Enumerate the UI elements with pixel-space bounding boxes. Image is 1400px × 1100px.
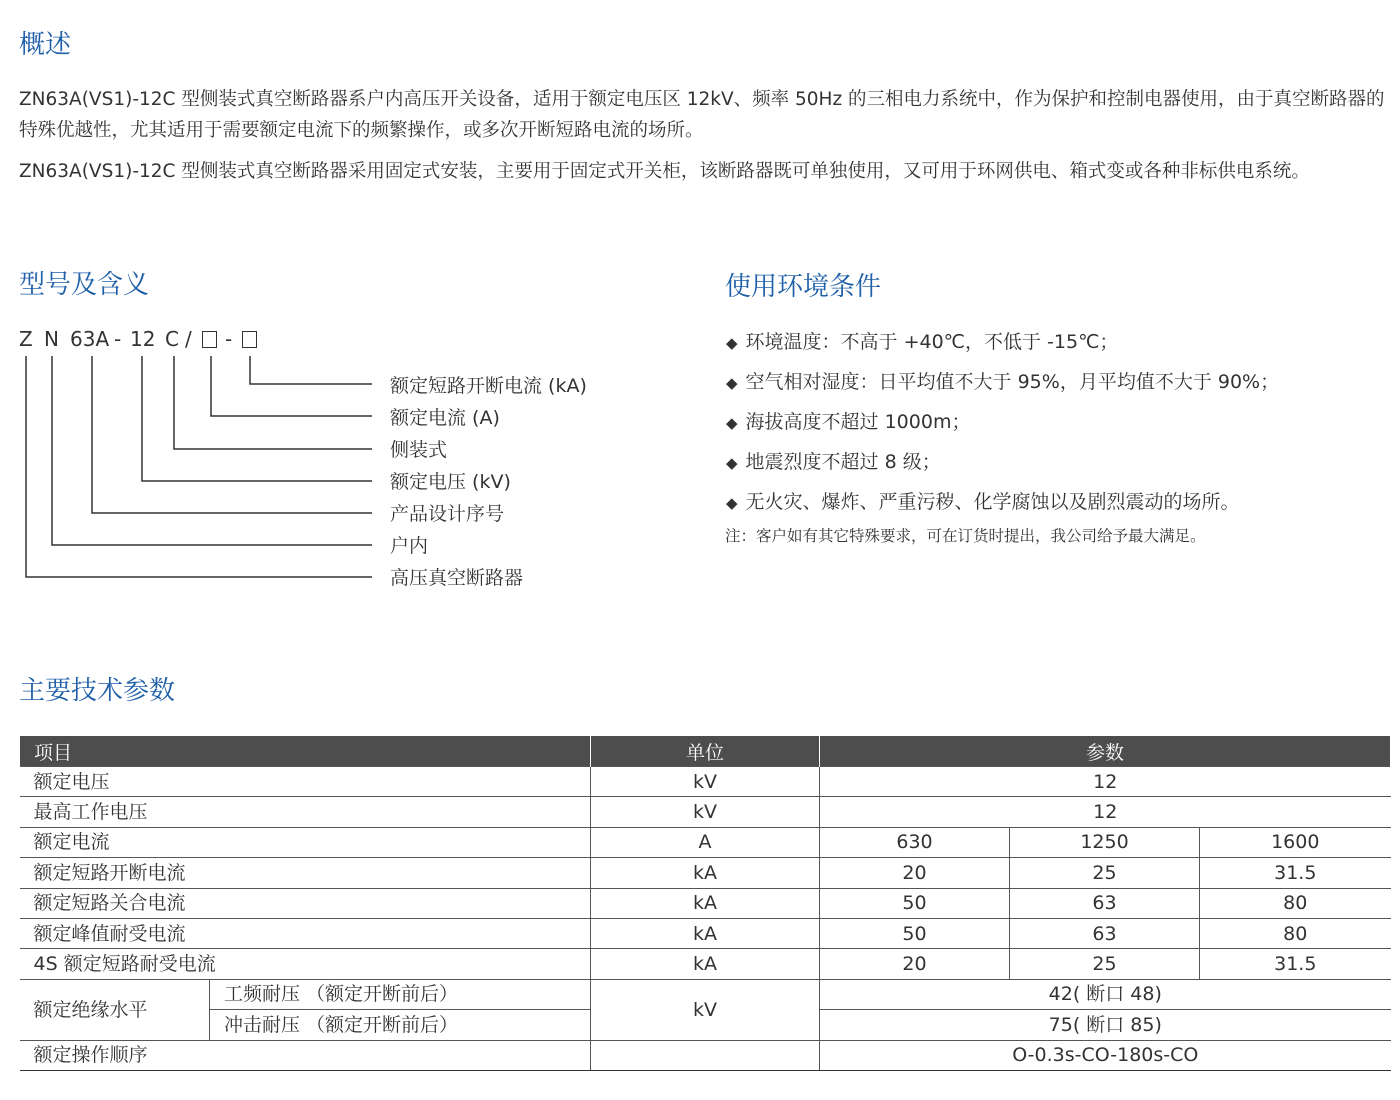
diamond-bullet-icon: ◆ (726, 334, 738, 352)
diamond-bullet-icon: ◆ (726, 374, 738, 392)
row-item: 额定电压 (20, 767, 591, 797)
diamond-bullet-icon: ◆ (726, 494, 738, 512)
model-part-slash: / (185, 327, 192, 351)
row-value: 20 (820, 949, 1010, 979)
row-value: 25 (1010, 858, 1200, 888)
row-unit: kA (591, 858, 820, 888)
model-label-rated-current: 额定电流 (A) (390, 407, 500, 429)
header-params: 参数 (820, 736, 1391, 767)
row-value: 12 (820, 767, 1391, 797)
row-value: 12 (820, 797, 1391, 827)
table-row (20, 1040, 1391, 1070)
row-unit (591, 1040, 820, 1070)
table-row (20, 797, 1391, 827)
table-header-row (20, 736, 1391, 767)
environment-title: 使用环境条件 (725, 272, 882, 302)
table-row (20, 767, 1391, 797)
environment-item: ◆ 无火灾、爆炸、严重污秽、化学腐蚀以及剧烈震动的场所。 (726, 491, 1240, 513)
model-label-breaking-current: 额定短路开断电流 (kA) (390, 375, 587, 397)
table-row (20, 858, 1391, 888)
diamond-bullet-icon: ◆ (726, 414, 738, 432)
model-part-z: Z (19, 327, 33, 351)
environment-item: ◆ 空气相对湿度：日平均值不大于 95%，月平均值不大于 90%； (726, 371, 1280, 393)
row-value: 42( 断口 48) (820, 979, 1391, 1009)
table-row (20, 918, 1391, 948)
model-diagram (0, 320, 700, 620)
row-item: 4S 额定短路耐受电流 (20, 949, 591, 979)
diamond-bullet-icon: ◆ (726, 454, 738, 472)
row-unit: kV (591, 979, 820, 1040)
environment-item: ◆ 环境温度：不高于 +40℃，不低于 -15℃； (726, 331, 1119, 353)
table-row (20, 949, 1391, 979)
row-item: 额定短路关合电流 (20, 888, 591, 918)
row-value: 75( 断口 85) (820, 1010, 1391, 1040)
row-unit: A (591, 827, 820, 857)
overview-paragraph-2: ZN63A(VS1)-12C 型侧装式真空断路器采用固定式安装，主要用于固定式开关柜，该断路器既可单独使用，又可用于环网供电、箱式变或各种非标供电系统。 (19, 161, 1310, 182)
row-value: 63 (1010, 888, 1200, 918)
model-part-series: 63A (70, 327, 110, 351)
row-value: 1250 (1010, 827, 1200, 857)
model-part-dash-2: - (225, 327, 233, 351)
model-label-design-number: 产品设计序号 (390, 503, 505, 525)
row-unit: kA (591, 888, 820, 918)
model-label-side-mounted: 侧装式 (390, 439, 448, 461)
row-value: 80 (1200, 888, 1391, 918)
environment-note: 注：客户如有其它特殊要求，可在订货时提出，我公司给予最大满足。 (725, 527, 1206, 545)
row-item: 额定电流 (20, 827, 591, 857)
row-value: 50 (820, 888, 1010, 918)
row-value: 31.5 (1200, 949, 1391, 979)
row-item: 额定操作顺序 (20, 1040, 591, 1070)
model-part-dash-1: - (114, 327, 122, 351)
model-label-indoor: 户内 (390, 535, 429, 557)
model-part-c: C (165, 327, 179, 351)
row-subitem: 冲击耐压 （额定开断前后） (210, 1010, 591, 1040)
header-unit: 单位 (591, 736, 820, 767)
table-row (20, 827, 1391, 857)
model-part-current-box (202, 327, 217, 351)
model-part-breaking-box (242, 327, 257, 351)
environment-item: ◆ 海拔高度不超过 1000m； (726, 411, 971, 433)
row-value: 63 (1010, 918, 1200, 948)
specs-title: 主要技术参数 (19, 676, 176, 706)
table-row (20, 888, 1391, 918)
header-item: 项目 (20, 736, 591, 767)
model-label-vacuum-breaker: 高压真空断路器 (390, 567, 524, 589)
row-unit: kA (591, 918, 820, 948)
row-value: 25 (1010, 949, 1200, 979)
row-value: 50 (820, 918, 1010, 948)
model-part-voltage: 12 (130, 327, 156, 351)
row-item: 额定峰值耐受电流 (20, 918, 591, 948)
row-unit: kA (591, 949, 820, 979)
row-value: 31.5 (1200, 858, 1391, 888)
overview-title: 概述 (19, 30, 72, 60)
row-subitem: 工频耐压 （额定开断前后） (210, 979, 591, 1009)
row-unit: kV (591, 797, 820, 827)
row-item: 额定短路开断电流 (20, 858, 591, 888)
row-value: 80 (1200, 918, 1391, 948)
row-value: O-0.3s-CO-180s-CO (820, 1040, 1391, 1070)
row-value: 630 (820, 827, 1010, 857)
model-connector-lines (0, 320, 700, 620)
row-value: 1600 (1200, 827, 1391, 857)
model-part-n: N (44, 327, 59, 351)
row-unit: kV (591, 767, 820, 797)
table-row (20, 979, 1391, 1009)
row-item-insulation: 额定绝缘水平 (20, 979, 210, 1040)
spec-table (19, 736, 1391, 1071)
row-value: 20 (820, 858, 1010, 888)
model-title: 型号及含义 (19, 270, 150, 300)
row-item: 最高工作电压 (20, 797, 591, 827)
overview-paragraph-1: ZN63A(VS1)-12C 型侧装式真空断路器系户内高压开关设备，适用于额定电压区 12kV、频率 50Hz 的三相电力系统中，作为保护和控制电器使用，由于真空断路器的特殊优越性，尤其适用于需要额定电流下的频繁操作，或多次开断短路电流的场所。 (19, 89, 1385, 141)
model-label-rated-voltage: 额定电压 (kV) (390, 471, 511, 493)
environment-item: ◆ 地震烈度不超过 8 级； (726, 451, 941, 473)
